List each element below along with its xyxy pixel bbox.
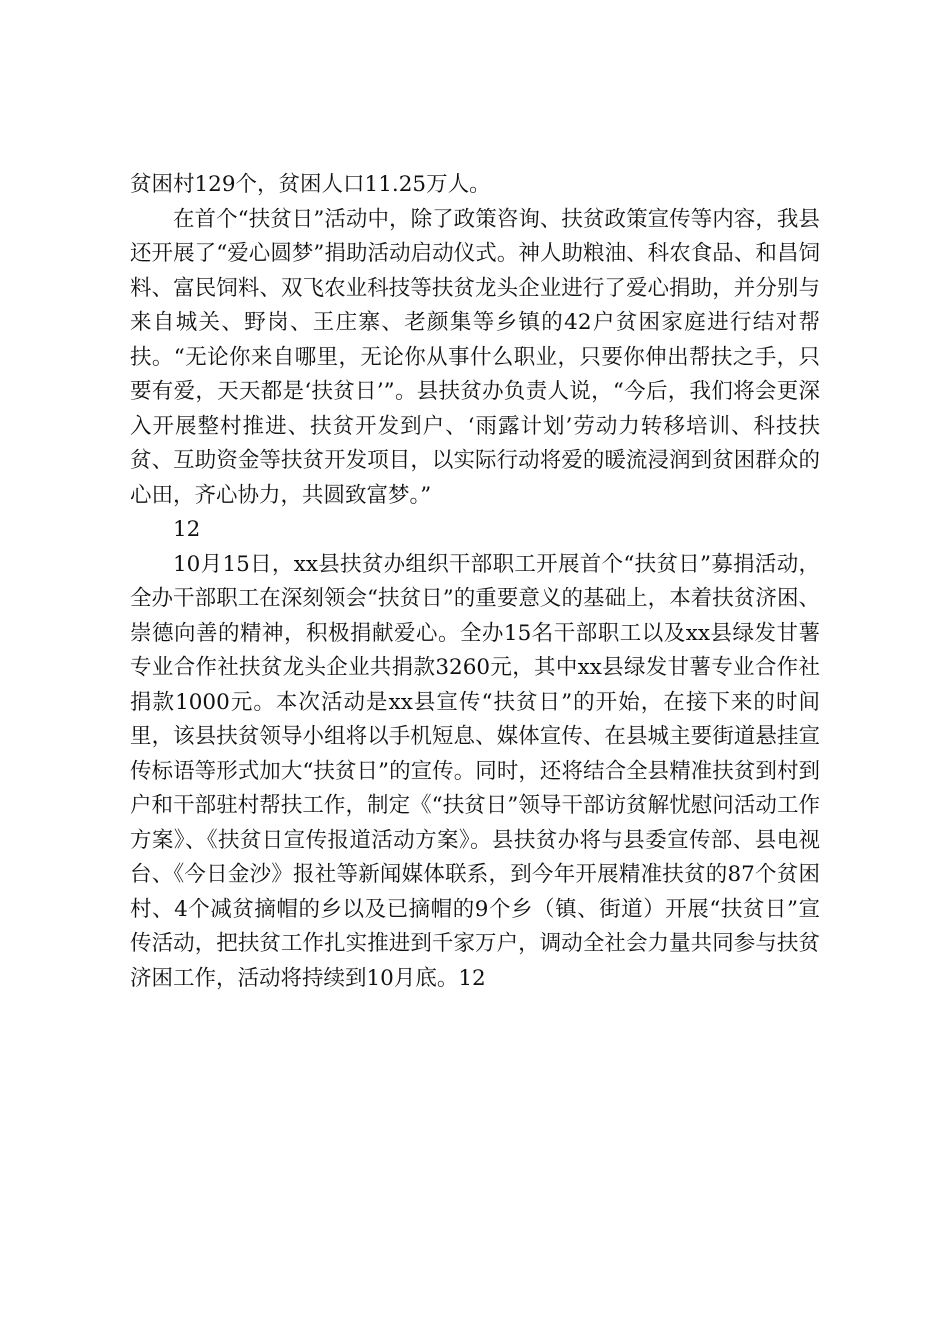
paragraph-4: 10月15日，xx县扶贫办组织干部职工开展首个“扶贫日”募捐活动，全办干部职工在深刻领会“扶贫日”的重要意义的基础上，本着扶贫济困、崇德向善的精神，积极捐献爱心。全办15名干部职工以及xx县绿发甘薯专业合作社扶贫龙头企业共捐款3260元，其中xx县绿发甘薯专业合作社捐款1000元。本次活动是xx县宣传“扶贫日”的开始，在接下来的时间里，该县扶贫领导小组将以手机短息、媒体宣传、在县城主要街道悬挂宣传标语等形式加大“扶贫日”的宣传。同时，还将结合全县精准扶贫到村到户和干部驻村帮扶工作，制定《“扶贫日”领导干部访贫解忧慰问活动工作方案》、《扶贫日宣传报道活动方案》。县扶贫办将与县委宣传部、县电视台、《今日金沙》报社等新闻媒体联系，到今年开展精准扶贫的87个贫困村、4个减贫摘帽的乡以及已摘帽的9个乡（镇、街道）开展“扶贫日”宣传活动，把扶贫工作扎实推进到千家万户，调动全社会力量共同参与扶贫济困工作，活动将持续到10月底。12 [130,551,820,991]
paragraph-3: 12 [173,517,201,542]
paragraph-1: 贫困村129个，贫困人口11.25万人。 [130,172,491,197]
paragraph-2: 在首个“扶贫日”活动中，除了政策咨询、扶贫政策宣传等内容，我县还开展了“爱心圆梦”捐助活动启动仪式。神人助粮油、科农食品、和昌饲料、富民饲料、双飞农业科技等扶贫龙头企业进行了爱心捐助，并分别与来自城关、野岗、王庄寨、老颜集等乡镇的42户贫困家庭进行结对帮扶。“无论你来自哪里，无论你从事什么职业，只要你伸出帮扶之手，只要有爱，天天都是‘扶贫日’”。县扶贫办负责人说，“今后，我们将会更深入开展整村推进、扶贫开发到户、‘雨露计划’劳动力转移培训、科技扶贫、互助资金等扶贫开发项目，以实际行动将爱的暖流浸润到贫困群众的心田，齐心协力，共圆致富梦。” [130,206,820,508]
document-body [130,168,820,996]
